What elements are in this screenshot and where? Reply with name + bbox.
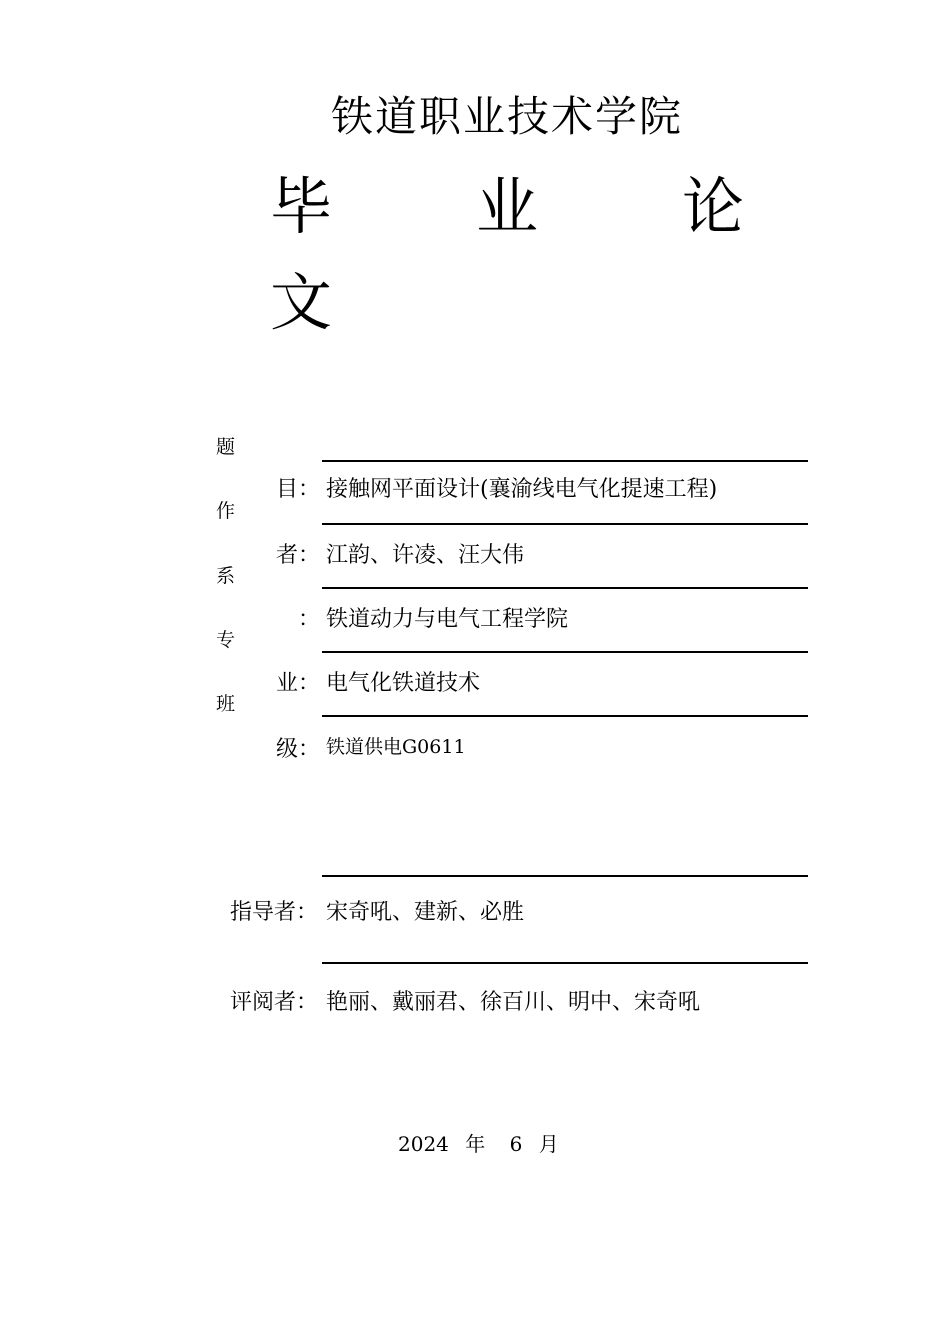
author-label: 者： <box>276 543 321 568</box>
date-month: 6 <box>509 1132 523 1156</box>
side-label-2: 作 <box>216 500 236 522</box>
date-year-unit: 年 <box>465 1132 486 1156</box>
date-month-unit: 月 <box>538 1132 559 1156</box>
topic-label: 目： <box>276 477 321 502</box>
underline-advisor <box>322 875 808 877</box>
underline-department <box>322 587 808 589</box>
department-value: 铁道动力与电气工程学院 <box>326 607 569 632</box>
title-char-1: 毕 <box>270 170 333 243</box>
department-label: ： <box>298 607 321 632</box>
advisor-value: 宋奇吼、建新、必胜 <box>326 900 525 925</box>
title-char-2: 业 <box>476 170 539 243</box>
author-value: 江韵、许凌、汪大伟 <box>326 543 525 568</box>
underline-topic <box>322 460 808 462</box>
reviewer-label: 评阅者： <box>230 990 319 1015</box>
advisor-label: 指导者： <box>230 900 319 925</box>
topic-value: 接触网平面设计(襄渝线电气化提速工程) <box>326 477 718 502</box>
side-label-4: 专 <box>216 629 236 651</box>
reviewer-value: 艳丽、戴丽君、徐百川、明中、宋奇吼 <box>326 990 701 1015</box>
title-char-3: 论 <box>682 170 745 243</box>
underline-author <box>322 523 808 525</box>
major-value: 电气化铁道技术 <box>326 671 481 696</box>
underline-class <box>322 715 808 717</box>
side-label-1: 题 <box>216 436 236 458</box>
underline-major <box>322 651 808 653</box>
side-label-5: 班 <box>216 693 236 715</box>
title-char-4: 文 <box>270 266 333 339</box>
side-label-3: 系 <box>216 565 236 587</box>
class-value: 铁道供电G0611 <box>326 736 466 758</box>
major-label: 业： <box>276 671 321 696</box>
school-name: 铁道职业技术学院 <box>330 92 683 141</box>
underline-reviewer <box>322 962 808 964</box>
class-label: 级： <box>276 737 321 762</box>
date-year: 2024 <box>398 1132 449 1156</box>
date <box>398 1128 559 1157</box>
